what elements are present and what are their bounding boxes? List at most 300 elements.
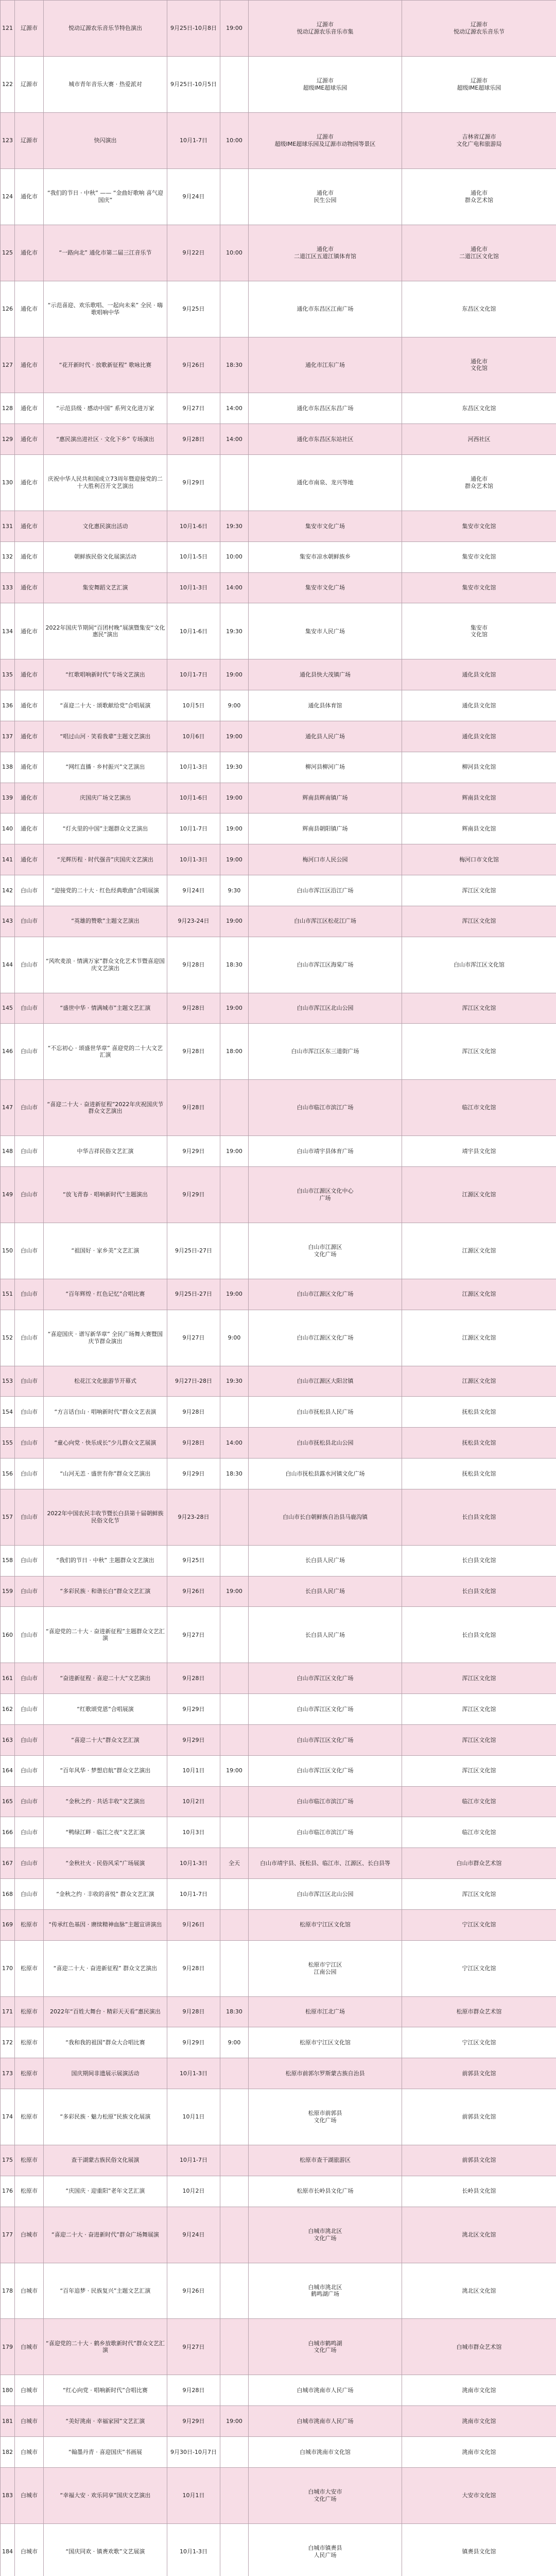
event-venue-cell: 白山市江源区文化中心 广场 <box>249 1167 402 1223</box>
event-time-cell: 19:00 <box>220 1136 249 1167</box>
city-cell: 白山市 <box>15 1366 44 1397</box>
event-time-cell <box>220 2207 249 2263</box>
event-time-cell: 19:00 <box>220 1279 249 1310</box>
city-cell: 白山市 <box>15 1489 44 1545</box>
row-number-cell: 154 <box>1 1397 15 1428</box>
organizer-cell: 柳河县文化馆 <box>402 752 556 783</box>
event-date-cell: 9月29日 <box>167 2406 220 2437</box>
table-row <box>1 572 556 603</box>
organizer-cell: 江源区文化馆 <box>402 1366 556 1397</box>
table-row <box>1 721 556 752</box>
event-date-cell: 10月1-6日 <box>167 783 220 814</box>
row-number-cell: 163 <box>1 1724 15 1755</box>
table-row <box>1 1755 556 1786</box>
event-name-cell: “喜迎二十大 · 奋进新征程”2022年庆祝国庆节群众文艺演出 <box>44 1080 167 1136</box>
organizer-cell: 临江市文化馆 <box>402 1786 556 1817</box>
city-cell: 通化市 <box>15 721 44 752</box>
event-name-cell: 2022年国庆节期间“百团村晚”展演暨集安“文化惠民”演出 <box>44 603 167 659</box>
event-time-cell: 9:00 <box>220 1310 249 1366</box>
event-date-cell: 9月25日-27日 <box>167 1223 220 1279</box>
event-time-cell <box>220 2375 249 2406</box>
organizer-cell: 江源区文化馆 <box>402 1167 556 1223</box>
row-number-cell: 138 <box>1 752 15 783</box>
event-date-cell: 10月1-3日 <box>167 2523 220 2576</box>
city-cell: 白山市 <box>15 1310 44 1366</box>
row-number-cell: 158 <box>1 1545 15 1576</box>
event-venue-cell: 白城市洮南市人民广场 <box>249 2375 402 2406</box>
city-cell: 白山市 <box>15 875 44 906</box>
table-row <box>1 281 556 337</box>
event-date-cell: 9月28日 <box>167 1024 220 1080</box>
event-venue-cell: 集安市人民广场 <box>249 603 402 659</box>
event-venue-cell: 白山市江源区文化广场 <box>249 1310 402 1366</box>
table-row <box>1 783 556 814</box>
event-name-cell: “喜迎党的二十大 · 鹤乡放歌新时代”群众文艺汇演 <box>44 2319 167 2375</box>
city-cell: 白山市 <box>15 1223 44 1279</box>
row-number-cell: 128 <box>1 393 15 424</box>
event-name-cell: “童心向党 · 快乐成长”少儿群众文艺展演 <box>44 1428 167 1459</box>
event-time-cell <box>220 1940 249 1996</box>
event-date-cell: 9月27日 <box>167 1607 220 1663</box>
event-venue-cell: 白山市抚松县人民广场 <box>249 1397 402 1428</box>
organizer-cell: 前郭县文化馆 <box>402 2089 556 2145</box>
event-name-cell: “多彩民族 · 和谐长白”群众文艺汇演 <box>44 1576 167 1607</box>
city-cell: 白山市 <box>15 937 44 993</box>
organizer-cell: 通化市 文化馆 <box>402 337 556 393</box>
event-name-cell: 庆祝中华人民共和国成立73周年暨迎接党的二十大胜利召开文艺演出 <box>44 455 167 511</box>
table-row <box>1 752 556 783</box>
table-row <box>1 2467 556 2523</box>
organizer-cell: 抚松县文化馆 <box>402 1428 556 1459</box>
event-venue-cell: 通化市南泉、龙兴等地 <box>249 455 402 511</box>
table-row <box>1 2058 556 2089</box>
row-number-cell: 142 <box>1 875 15 906</box>
event-venue-cell: 白山市浑江区海棠广场 <box>249 937 402 993</box>
event-name-cell: “惠民演出进社区 · 文化下乡” 专场演出 <box>44 424 167 455</box>
organizer-cell: 长岭县文化馆 <box>402 2176 556 2207</box>
table-row <box>1 1663 556 1694</box>
table-row <box>1 56 556 112</box>
event-date-cell: 9月27日-28日 <box>167 1366 220 1397</box>
event-date-cell: 9月28日 <box>167 2375 220 2406</box>
event-date-cell: 10月1日 <box>167 2467 220 2523</box>
row-number-cell: 126 <box>1 281 15 337</box>
city-cell: 松原市 <box>15 2058 44 2089</box>
row-number-cell: 148 <box>1 1136 15 1167</box>
organizer-cell: 通化县文化馆 <box>402 721 556 752</box>
organizer-cell: 东昌区文化馆 <box>402 281 556 337</box>
event-venue-cell: 集安市文化广场 <box>249 572 402 603</box>
row-number-cell: 151 <box>1 1279 15 1310</box>
event-venue-cell: 长白县人民广场 <box>249 1545 402 1576</box>
event-venue-cell: 松原市江北广场 <box>249 1996 402 2027</box>
row-number-cell: 168 <box>1 1879 15 1910</box>
organizer-cell: 长白县文化馆 <box>402 1576 556 1607</box>
event-name-cell: 悦动辽源农乐音乐节特色演出 <box>44 1 167 57</box>
organizer-cell: 东昌区文化馆 <box>402 393 556 424</box>
city-cell: 通化市 <box>15 752 44 783</box>
event-venue-cell: 白山市抚松县露水河镇文化广场 <box>249 1459 402 1489</box>
event-time-cell: 19:00 <box>220 2406 249 2437</box>
event-date-cell: 10月1-3日 <box>167 572 220 603</box>
organizer-cell: 河西社区 <box>402 424 556 455</box>
event-time-cell <box>220 168 249 225</box>
city-cell: 白山市 <box>15 1607 44 1663</box>
event-name-cell: “放飞青春 · 唱响新时代”主题演出 <box>44 1167 167 1223</box>
city-cell: 辽源市 <box>15 1 44 57</box>
event-time-cell <box>220 1489 249 1545</box>
table-row <box>1 1223 556 1279</box>
city-cell: 通化市 <box>15 690 44 721</box>
row-number-cell: 121 <box>1 1 15 57</box>
city-cell: 白山市 <box>15 1545 44 1576</box>
city-cell: 通化市 <box>15 511 44 542</box>
event-venue-cell: 白山市浑江区文化广场 <box>249 1694 402 1725</box>
table-row <box>1 1167 556 1223</box>
row-number-cell: 144 <box>1 937 15 993</box>
row-number-cell: 141 <box>1 844 15 875</box>
city-cell: 白山市 <box>15 1786 44 1817</box>
event-date-cell: 10月1-7日 <box>167 1879 220 1910</box>
event-venue-cell: 白山市抚松县北山公园 <box>249 1428 402 1459</box>
row-number-cell: 156 <box>1 1459 15 1489</box>
row-number-cell: 137 <box>1 721 15 752</box>
event-time-cell: 19:00 <box>220 1 249 57</box>
event-venue-cell: 白山市靖宇县体育广场 <box>249 1136 402 1167</box>
event-time-cell: 19:30 <box>220 511 249 542</box>
table-row <box>1 2176 556 2207</box>
event-time-cell: 19:00 <box>220 721 249 752</box>
event-name-cell: 2022年“百姓大舞台 · 精彩天天看”惠民演出 <box>44 1996 167 2027</box>
event-time-cell: 10:00 <box>220 541 249 572</box>
event-venue-cell: 通化县体育馆 <box>249 690 402 721</box>
city-cell: 白山市 <box>15 1080 44 1136</box>
event-time-cell <box>220 1663 249 1694</box>
event-venue-cell: 白山市浑江区北山公园 <box>249 993 402 1024</box>
row-number-cell: 174 <box>1 2089 15 2145</box>
event-date-cell: 9月29日 <box>167 1694 220 1725</box>
row-number-cell: 146 <box>1 1024 15 1080</box>
table-row <box>1 1024 556 1080</box>
row-number-cell: 166 <box>1 1817 15 1848</box>
event-date-cell: 10月1-3日 <box>167 1848 220 1879</box>
table-row <box>1 603 556 659</box>
row-number-cell: 129 <box>1 424 15 455</box>
table-row <box>1 2263 556 2319</box>
event-name-cell: “唱过山河 · 笑看我辈”主题文艺演出 <box>44 721 167 752</box>
table-row <box>1 337 556 393</box>
organizer-cell: 集安市 文化馆 <box>402 603 556 659</box>
city-cell: 通化市 <box>15 424 44 455</box>
organizer-cell: 洮北区文化馆 <box>402 2207 556 2263</box>
table-row <box>1 424 556 455</box>
row-number-cell: 127 <box>1 337 15 393</box>
event-date-cell: 10月1-7日 <box>167 2145 220 2176</box>
row-number-cell: 139 <box>1 783 15 814</box>
organizer-cell: 前郭县文化馆 <box>402 2058 556 2089</box>
event-name-cell: “传承红色基因 · 赓续精神血脉”主题宣讲演出 <box>44 1909 167 1940</box>
event-venue-cell: 长白县人民广场 <box>249 1576 402 1607</box>
event-time-cell: 全天 <box>220 1848 249 1879</box>
row-number-cell: 125 <box>1 225 15 281</box>
event-name-cell: “金秋社火 · 民俗风采”广场展演 <box>44 1848 167 1879</box>
event-time-cell: 14:00 <box>220 572 249 603</box>
event-name-cell: 松花江文化旅游节开幕式 <box>44 1366 167 1397</box>
event-date-cell: 9月26日 <box>167 1576 220 1607</box>
organizer-cell: 通化市 二道江区文化馆 <box>402 225 556 281</box>
events-table-body <box>1 1 556 2576</box>
event-date-cell: 9月29日 <box>167 1167 220 1223</box>
event-venue-cell: 白山市临江市滨江广场 <box>249 1786 402 1817</box>
event-venue-cell: 辽源市 超级IME超球乐园及辽源市动物园等景区 <box>249 112 402 168</box>
row-number-cell: 153 <box>1 1366 15 1397</box>
event-time-cell <box>220 1786 249 1817</box>
row-number-cell: 170 <box>1 1940 15 1996</box>
event-name-cell: “山河无恙 · 盛世有你”群众文艺演出 <box>44 1459 167 1489</box>
table-row <box>1 906 556 937</box>
city-cell: 白城市 <box>15 2523 44 2576</box>
event-time-cell: 19:30 <box>220 603 249 659</box>
row-number-cell: 133 <box>1 572 15 603</box>
event-venue-cell: 梅河口市人民公园 <box>249 844 402 875</box>
row-number-cell: 173 <box>1 2058 15 2089</box>
event-date-cell: 9月28日 <box>167 1996 220 2027</box>
event-time-cell: 18:00 <box>220 1024 249 1080</box>
row-number-cell: 162 <box>1 1694 15 1725</box>
event-name-cell: “百年追梦 · 民族复兴”主题文艺汇演 <box>44 2263 167 2319</box>
event-venue-cell: 辉南县朝阳镇广场 <box>249 814 402 844</box>
organizer-cell: 浑江区文化馆 <box>402 1724 556 1755</box>
city-cell: 通化市 <box>15 844 44 875</box>
organizer-cell: 吉林省辽源市 文化广电和旅游局 <box>402 112 556 168</box>
event-date-cell: 10月1-3日 <box>167 844 220 875</box>
table-row <box>1 1459 556 1489</box>
row-number-cell: 123 <box>1 112 15 168</box>
city-cell: 白山市 <box>15 1397 44 1428</box>
city-cell: 白城市 <box>15 2467 44 2523</box>
event-time-cell: 19:00 <box>220 814 249 844</box>
event-name-cell: “灯火里的中国”主题群众文艺演出 <box>44 814 167 844</box>
event-venue-cell: 松原市前郭县 文化广场 <box>249 2089 402 2145</box>
event-name-cell: “盛世中华 · 情满城市”主题文艺汇演 <box>44 993 167 1024</box>
event-date-cell: 9月25日-10月5日 <box>167 56 220 112</box>
city-cell: 白山市 <box>15 1848 44 1879</box>
city-cell: 白城市 <box>15 2207 44 2263</box>
event-date-cell: 9月29日 <box>167 455 220 511</box>
event-date-cell: 9月24日 <box>167 2207 220 2263</box>
event-date-cell: 9月28日 <box>167 1663 220 1694</box>
organizer-cell: 通化市 群众艺术馆 <box>402 168 556 225</box>
event-name-cell: “网红直播 · 乡村振兴”文艺演出 <box>44 752 167 783</box>
event-time-cell: 19:30 <box>220 1366 249 1397</box>
row-number-cell: 149 <box>1 1167 15 1223</box>
organizer-cell: 梅河口市文化馆 <box>402 844 556 875</box>
event-venue-cell: 白城市洮北区 鹤鸣湖广场 <box>249 2263 402 2319</box>
event-venue-cell: 白城市洮南市人民广场 <box>249 2406 402 2437</box>
table-row <box>1 225 556 281</box>
event-name-cell: “红歌颂党恩”合唱展演 <box>44 1694 167 1725</box>
event-venue-cell: 白山市浑江区沿江广场 <box>249 875 402 906</box>
event-time-cell: 14:00 <box>220 393 249 424</box>
organizer-cell: 宁江区文化馆 <box>402 1940 556 1996</box>
event-name-cell: “喜迎二十大 · 奋进新征程” 群众文艺演出 <box>44 1940 167 1996</box>
event-date-cell: 9月25日-27日 <box>167 1279 220 1310</box>
table-row <box>1 541 556 572</box>
event-venue-cell: 白山市浑江区北山公园 <box>249 1879 402 1910</box>
event-venue-cell: 松原市宁江区 江南公园 <box>249 1940 402 1996</box>
event-venue-cell: 白山市浑江区松花江广场 <box>249 906 402 937</box>
event-name-cell: “庆国庆 · 迎重阳”老年文艺汇演 <box>44 2176 167 2207</box>
row-number-cell: 145 <box>1 993 15 1024</box>
event-date-cell: 9月26日 <box>167 337 220 393</box>
event-venue-cell: 通化市 二道江区五道江镇体育馆 <box>249 225 402 281</box>
event-date-cell: 9月23-24日 <box>167 906 220 937</box>
event-date-cell: 10月5日 <box>167 690 220 721</box>
event-date-cell: 9月28日 <box>167 993 220 1024</box>
event-time-cell <box>220 2263 249 2319</box>
organizer-cell: 浑江区文化馆 <box>402 1879 556 1910</box>
table-row <box>1 1940 556 1996</box>
event-time-cell <box>220 2436 249 2467</box>
event-date-cell: 9月24日 <box>167 875 220 906</box>
event-time-cell: 19:00 <box>220 844 249 875</box>
table-row <box>1 1879 556 1910</box>
event-time-cell <box>220 1879 249 1910</box>
table-row <box>1 1848 556 1879</box>
event-venue-cell: 白山市江源区大阳岔镇 <box>249 1366 402 1397</box>
event-name-cell: “红歌唱响新时代”专场文艺演出 <box>44 659 167 690</box>
table-row <box>1 2027 556 2058</box>
event-time-cell <box>220 281 249 337</box>
city-cell: 松原市 <box>15 2145 44 2176</box>
city-cell: 松原市 <box>15 1996 44 2027</box>
event-date-cell: 10月2日 <box>167 2176 220 2207</box>
city-cell: 白城市 <box>15 2406 44 2437</box>
event-venue-cell: 白城市大安市 文化广场 <box>249 2467 402 2523</box>
organizer-cell: 临江市文化馆 <box>402 1080 556 1136</box>
event-venue-cell: 通化市江东广场 <box>249 337 402 393</box>
event-name-cell: “风吹麦浪 · 情满万家”群众文化艺术节暨喜迎国庆文艺演出 <box>44 937 167 993</box>
event-time-cell <box>220 1909 249 1940</box>
organizer-cell: 浑江区文化馆 <box>402 1024 556 1080</box>
event-venue-cell: 松原市宁江区文化馆 <box>249 1909 402 1940</box>
event-venue-cell: 松原市长岭县文化广场 <box>249 2176 402 2207</box>
event-venue-cell: 通化县快大茂镇广场 <box>249 659 402 690</box>
event-venue-cell: 通化县人民广场 <box>249 721 402 752</box>
organizer-cell: 集安市文化馆 <box>402 541 556 572</box>
city-cell: 通化市 <box>15 225 44 281</box>
event-time-cell: 18:30 <box>220 1459 249 1489</box>
row-number-cell: 169 <box>1 1909 15 1940</box>
event-time-cell <box>220 1080 249 1136</box>
city-cell: 白城市 <box>15 2263 44 2319</box>
city-cell: 白山市 <box>15 1167 44 1223</box>
city-cell: 白城市 <box>15 2436 44 2467</box>
event-time-cell <box>220 455 249 511</box>
organizer-cell: 浑江区文化馆 <box>402 1663 556 1694</box>
event-time-cell: 19:00 <box>220 1755 249 1786</box>
event-date-cell: 10月1-3日 <box>167 752 220 783</box>
event-time-cell <box>220 2145 249 2176</box>
row-number-cell: 161 <box>1 1663 15 1694</box>
event-time-cell: 19:00 <box>220 659 249 690</box>
event-date-cell: 9月29日 <box>167 2027 220 2058</box>
city-cell: 白山市 <box>15 1724 44 1755</box>
city-cell: 通化市 <box>15 572 44 603</box>
city-cell: 松原市 <box>15 2089 44 2145</box>
event-name-cell: 朝鲜族民俗文化展演活动 <box>44 541 167 572</box>
table-row <box>1 1724 556 1755</box>
table-row <box>1 2436 556 2467</box>
event-time-cell: 19:00 <box>220 1576 249 1607</box>
event-name-cell: “美好洮南 · 幸福家园”文艺汇演 <box>44 2406 167 2437</box>
event-venue-cell: 通化市东昌区江南广场 <box>249 281 402 337</box>
organizer-cell: 镇赉县文化馆 <box>402 2523 556 2576</box>
organizer-cell: 洮南市文化馆 <box>402 2406 556 2437</box>
event-name-cell: “迎接党的二十大 · 红色经典歌曲”合唱展演 <box>44 875 167 906</box>
organizer-cell: 辉南县文化馆 <box>402 783 556 814</box>
city-cell: 白城市 <box>15 2319 44 2375</box>
event-venue-cell: 白山市浑江区文化广场 <box>249 1755 402 1786</box>
event-venue-cell: 辽源市 悦动辽源农乐音乐市集 <box>249 1 402 57</box>
event-name-cell: “金秋之约 · 共话丰收”文艺演出 <box>44 1786 167 1817</box>
organizer-cell: 宁江区文化馆 <box>402 2027 556 2058</box>
event-name-cell: 庆国庆广场文艺演出 <box>44 783 167 814</box>
table-row <box>1 2319 556 2375</box>
event-date-cell: 9月25日 <box>167 281 220 337</box>
event-venue-cell: 通化市东昌区东昌广场 <box>249 393 402 424</box>
event-name-cell: “我们的节日 · 中秋” —— “金曲好歌响 喜气迎国庆” <box>44 168 167 225</box>
row-number-cell: 134 <box>1 603 15 659</box>
organizer-cell: 江源区文化馆 <box>402 1223 556 1279</box>
organizer-cell: 江源区文化馆 <box>402 1310 556 1366</box>
event-name-cell: “方言话白山 · 唱响新时代”群众文艺表演 <box>44 1397 167 1428</box>
event-name-cell: “我和我的祖国”群众大合唱比赛 <box>44 2027 167 2058</box>
organizer-cell: 辽源市 超级IME超球乐园 <box>402 56 556 112</box>
event-name-cell: “不忘初心 · 颂盛世华章” 喜迎党的二十大文艺汇演 <box>44 1024 167 1080</box>
organizer-cell: 前郭县文化馆 <box>402 2145 556 2176</box>
event-name-cell: “光辉历程 · 时代强音”庆国庆文艺演出 <box>44 844 167 875</box>
event-time-cell <box>220 1545 249 1576</box>
organizer-cell: 长白县文化馆 <box>402 1607 556 1663</box>
organizer-cell: 白城市群众艺术馆 <box>402 2319 556 2375</box>
event-name-cell: “祖国好 · 家乡美”文艺汇演 <box>44 1223 167 1279</box>
row-number-cell: 143 <box>1 906 15 937</box>
event-date-cell: 9月28日 <box>167 1428 220 1459</box>
organizer-cell: 长白县文化馆 <box>402 1489 556 1545</box>
table-row <box>1 1817 556 1848</box>
row-number-cell: 175 <box>1 2145 15 2176</box>
table-row <box>1 659 556 690</box>
event-name-cell: “国庆同欢 · 镇赉欢歌”文艺展演 <box>44 2523 167 2576</box>
event-venue-cell: 通化市 民生公园 <box>249 168 402 225</box>
organizer-cell: 白山市浑江区文化馆 <box>402 937 556 993</box>
event-venue-cell: 白城市镇赉县 人民广场 <box>249 2523 402 2576</box>
city-cell: 白山市 <box>15 1663 44 1694</box>
event-name-cell: “喜迎二十大 · 颂歌献给党”合唱展演 <box>44 690 167 721</box>
city-cell: 白山市 <box>15 1459 44 1489</box>
event-venue-cell: 白山市江源区 文化广场 <box>249 1223 402 1279</box>
event-date-cell: 10月1-6日 <box>167 511 220 542</box>
organizer-cell: 浑江区文化馆 <box>402 1755 556 1786</box>
table-row <box>1 1694 556 1725</box>
table-row <box>1 844 556 875</box>
table-row <box>1 1428 556 1459</box>
event-time-cell <box>220 1724 249 1755</box>
event-time-cell: 18:30 <box>220 337 249 393</box>
table-row <box>1 393 556 424</box>
organizer-cell: 抚松县文化馆 <box>402 1397 556 1428</box>
